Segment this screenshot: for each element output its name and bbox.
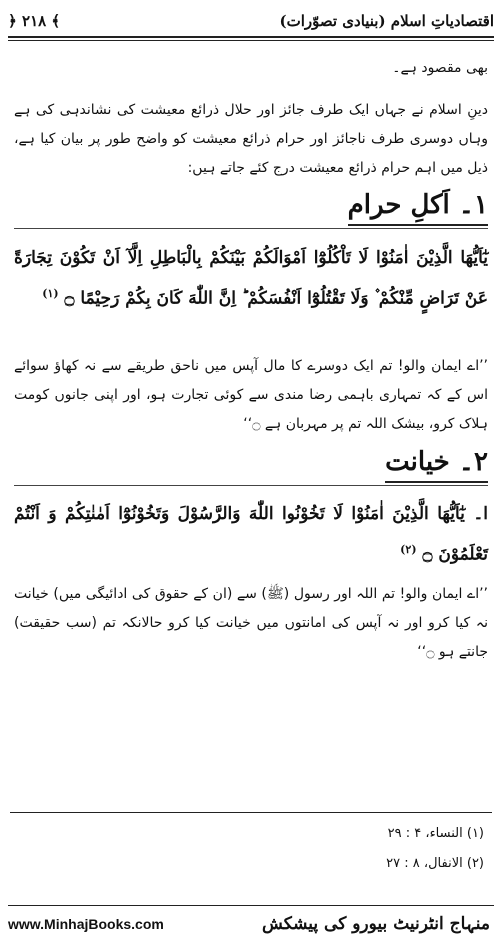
footer-credit: منہاج انٹرنیٹ بیورو کی پیشکش [262, 914, 490, 934]
section-heading-1: ۱۔ اَکلِ حرام [348, 188, 488, 226]
quran-verse-1-text: یٰٓاَیُّهَا الَّذِیْنَ اٰمَنُوْا لَا تَاْكُلُوْٓا اَمْوَالَكُمْ بَیْنَكُمْ بِالْبَاطِلِ اِلَّآ اَنْ تَكُوْنَ تِجَارَةً عَنْ تَرَاضٍ مِّنْكُمْ ۫ وَلَا تَقْتُلُوْٓا اَنْفُسَكُمْ ؕ اِنَّ اللّٰهَ كَانَ بِكُمْ رَحِیْمًا ۝ [14, 248, 488, 309]
quran-verse-2-text: یٰٓاَیُّهَا الَّذِیْنَ اٰمَنُوْا لَا تَخُوْنُوا اللّٰهَ وَالرَّسُوْلَ وَتَخُوْنُوْٓا اَمٰنٰتِكُمْ وَ اَنْتُمْ تَعْلَمُوْنَ ۝ [14, 504, 488, 565]
page-number: ﴿ ۲۱۸ ﴾ [8, 12, 61, 30]
section-rule-1 [14, 228, 488, 229]
intro-line: بھی مقصود ہے۔ [392, 60, 488, 76]
translation-2: ’’اے ایمان والو! تم اللہ اور رسول (ﷺ) سے (ان کے حقوق کی ادائیگی میں) خیانت نہ کیا کرو اور نہ آپس کی امانتوں میں خیانت کیا کرو حالانکہ تم (سب حقیقت) جانتے ہو ۝‘‘ [14, 586, 488, 660]
footnote-rule [10, 812, 492, 813]
header-rule-thin [8, 40, 494, 41]
footnote-ref-1: (۱) [42, 287, 59, 300]
intro-paragraph: دینِ اسلام نے جہاں ایک طرف جائز اور حلال ذرائع معیشت کی نشاندہی کی ہے وہاں دوسری طرف ناجائز اور حرام ذرائع معیشت کو واضح طور پر بیان کیا ہے، ذیل میں اہم حرام ذرائع معیشت درج کئے جاتے ہیں: [14, 102, 488, 176]
section-rule-2 [14, 485, 488, 486]
footer-website-link[interactable]: www.MinhajBooks.com [8, 916, 164, 932]
quran-verse-1 [14, 240, 488, 317]
footnote-2: (۲) الانفال، ۸ : ۲۷ [386, 856, 484, 871]
quran-verse-2 [14, 496, 488, 573]
page-header [8, 6, 494, 36]
translation-1: ’’اے ایمان والو! تم ایک دوسرے کا مال آپس میں ناحق طریقے سے نہ کھاؤ سوائے اس کے کہ تمہاری باہمی رضا مندی سے کوئی تجارت ہو، اور اپنی جانوں کومت ہلاک کرو، بیشک اللہ تم پر مہربان ہے ۝‘‘ [14, 358, 488, 432]
footnote-1: (۱) النساء، ۴ : ۲۹ [387, 826, 484, 841]
footer-rule [8, 905, 494, 906]
header-rule [8, 36, 494, 38]
running-title: اقتصادیاتِ اسلام (بنیادی تصوّرات) [279, 12, 494, 30]
section-heading-2: ۲۔ خیانت [385, 445, 488, 483]
item-marker: ا۔ [473, 504, 488, 524]
footnote-ref-2: (۲) [400, 543, 417, 556]
